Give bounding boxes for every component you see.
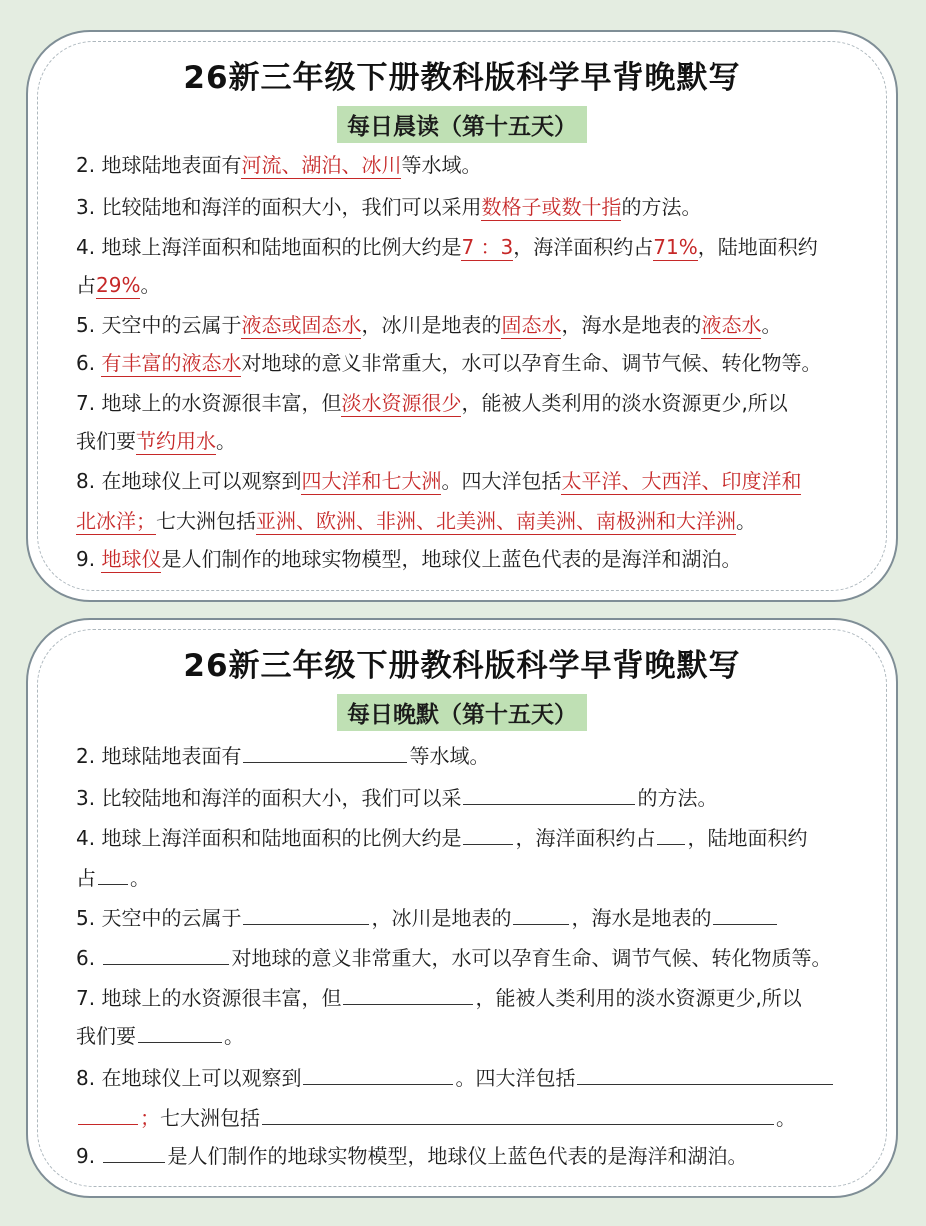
- blank-field[interactable]: [78, 1104, 138, 1125]
- blank-field[interactable]: [713, 904, 777, 925]
- answer: 液态或固态水: [241, 313, 362, 337]
- answer: 有丰富的液态水: [101, 351, 242, 375]
- evening-subtitle: 每日晚默（第十五天）: [337, 694, 587, 731]
- evening-line-7b: 我们要 。: [76, 1024, 244, 1048]
- blank-field[interactable]: [138, 1022, 222, 1043]
- morning-line-5: 5. 天空中的云属于液态或固态水，冰川是地表的固态水，海水是地表的液态水。: [76, 313, 782, 337]
- blank-field[interactable]: [98, 864, 128, 885]
- answer: 数格子或数十指: [481, 195, 622, 219]
- evening-line-4: 4. 地球上海洋面积和陆地面积的比例大约是 ，海洋面积约占 ，陆地面积约: [76, 826, 808, 850]
- evening-line-8: 8. 在地球仪上可以观察到 。四大洋包括: [76, 1064, 835, 1091]
- morning-line-3: 3. 比较陆地和海洋的面积大小，我们可以采用数格子或数十指的方法。: [76, 195, 702, 219]
- answer: 太平洋、大西洋、印度洋和: [561, 469, 802, 493]
- evening-line-4b: 占 。: [76, 866, 150, 890]
- answer: 节约用水: [136, 429, 216, 453]
- blank-field[interactable]: [463, 824, 513, 845]
- answer: 北冰洋；: [76, 509, 156, 533]
- morning-line-8: 8. 在地球仪上可以观察到四大洋和七大洲。四大洋包括太平洋、大西洋、印度洋和: [76, 469, 802, 493]
- blank-field[interactable]: [657, 824, 685, 845]
- morning-subtitle: 每日晨读（第十五天）: [337, 106, 587, 143]
- blank-field[interactable]: [103, 1142, 165, 1163]
- evening-line-5: 5. 天空中的云属于 ，冰川是地表的 ，海水是地表的: [76, 904, 779, 931]
- morning-line-4: 4. 地球上海洋面积和陆地面积的比例大约是7 ：3，海洋面积约占71%，陆地面积约: [76, 235, 818, 259]
- morning-line-4b: 占29%。: [76, 273, 161, 297]
- answer: 亚洲、欧洲、非洲、北美洲、南美洲、南极洲和大洋洲: [256, 509, 736, 533]
- evening-line-2: 2. 地球陆地表面有 等水域。: [76, 744, 490, 768]
- evening-line-6: 6. 对地球的意义非常重大，水可以孕育生命、调节气候、转化物质等。: [76, 946, 832, 970]
- morning-line-2: 2. 地球陆地表面有河流、湖泊、冰川等水域。: [76, 153, 482, 177]
- evening-line-7: 7. 地球上的水资源很丰富，但 ，能被人类利用的淡水资源更少,所以: [76, 986, 802, 1010]
- blank-field[interactable]: [243, 742, 407, 763]
- evening-line-8b: ；七大洲包括 。: [76, 1104, 796, 1131]
- morning-line-8b: 北冰洋；七大洲包括亚洲、欧洲、非洲、北美洲、南美洲、南极洲和大洋洲。: [76, 509, 756, 533]
- blank-field[interactable]: [303, 1064, 453, 1085]
- evening-title: 26新三年级下册教科版科学早背晚默写: [183, 648, 741, 684]
- morning-card: [26, 30, 898, 602]
- blank-field[interactable]: [262, 1104, 774, 1125]
- blank-field[interactable]: [343, 984, 473, 1005]
- blank-field[interactable]: [463, 784, 635, 805]
- blank-field[interactable]: [243, 904, 369, 925]
- answer: 河流、湖泊、冰川: [241, 153, 402, 177]
- morning-line-9: 9. 地球仪是人们制作的地球实物模型，地球仪上蓝色代表的是海洋和湖泊。: [76, 547, 742, 571]
- blank-field[interactable]: [513, 904, 569, 925]
- answer: 液态水: [701, 313, 762, 337]
- morning-line-7b: 我们要节约用水。: [76, 429, 236, 453]
- morning-line-6: 6. 有丰富的液态水对地球的意义非常重大，水可以孕育生命、调节气候、转化物等。: [76, 351, 822, 375]
- evening-card: [26, 618, 898, 1198]
- answer: 71%: [653, 235, 698, 259]
- morning-line-7: 7. 地球上的水资源很丰富，但淡水资源很少，能被人类利用的淡水资源更少,所以: [76, 391, 788, 415]
- answer: 7 ：3: [461, 235, 514, 259]
- answer: 固态水: [501, 313, 562, 337]
- answer: 地球仪: [101, 547, 162, 571]
- answer: 29%: [96, 273, 141, 297]
- morning-title: 26新三年级下册教科版科学早背晚默写: [183, 60, 741, 96]
- evening-line-9: 9. 是人们制作的地球实物模型，地球仪上蓝色代表的是海洋和湖泊。: [76, 1144, 748, 1168]
- answer: 四大洋和七大洲: [301, 469, 442, 493]
- evening-line-3: 3. 比较陆地和海洋的面积大小，我们可以采 的方法。: [76, 786, 718, 810]
- blank-field[interactable]: [577, 1064, 833, 1085]
- answer: 淡水资源很少: [341, 391, 462, 415]
- blank-field[interactable]: [103, 944, 229, 965]
